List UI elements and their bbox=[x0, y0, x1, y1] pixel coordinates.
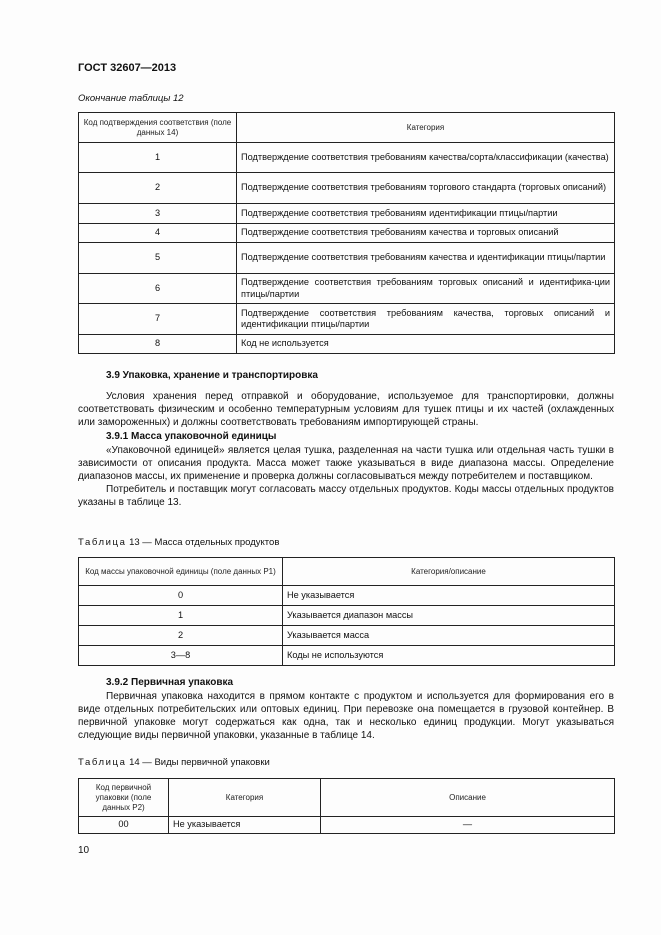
table12-header-category: Категория bbox=[237, 113, 615, 143]
table12-caption: Окончание таблицы 12 bbox=[78, 93, 184, 104]
table13-code: 1 bbox=[79, 606, 283, 626]
table13-header-category: Категория/описание bbox=[283, 558, 615, 586]
table-row bbox=[79, 304, 615, 335]
table14-header-description: Описание bbox=[321, 779, 615, 817]
table12-code: 7 bbox=[79, 304, 237, 335]
section-3-9-1-title: 3.9.1 Масса упаковочной единицы bbox=[106, 431, 277, 442]
table12-text: Подтверждение соответствия требованиям качества и идентификации птицы/партии bbox=[237, 243, 615, 274]
table14-description: — bbox=[321, 817, 615, 834]
table12-text: Подтверждение соответствия требованиям качества/сорта/классификации (качества) bbox=[237, 143, 615, 173]
table14-header-code: Код первичной упаковки (поле данных Р2) bbox=[79, 779, 169, 817]
table12-text: Подтверждение соответствия требованиям качества, торговых описаний и идентификации птицы/партии bbox=[237, 304, 615, 335]
table-row bbox=[79, 143, 615, 173]
table-row bbox=[79, 586, 615, 606]
paragraph: Потребитель и поставщик могут согласовать массу отдельных продуктов. Коды массы отдельных продуктов указаны в таблице 13. bbox=[78, 484, 614, 508]
table12-code: 6 bbox=[79, 274, 237, 304]
table14-caption bbox=[78, 757, 270, 768]
table13-header-code: Код массы упаковочной единицы (поле данных Р1) bbox=[79, 558, 283, 586]
table12-code: 8 bbox=[79, 335, 237, 354]
table12-code: 3 bbox=[79, 204, 237, 224]
table12-text: Подтверждение соответствия требованиям качества и торговых описаний bbox=[237, 224, 615, 243]
table13-caption bbox=[78, 537, 279, 548]
table13-text: Указывается масса bbox=[283, 626, 615, 646]
section-3-9-2-body bbox=[78, 690, 614, 742]
table12-code: 2 bbox=[79, 173, 237, 204]
table14-caption-word: Таблица bbox=[78, 757, 127, 768]
standard-header: ГОСТ 32607—2013 bbox=[78, 62, 177, 74]
table13-code: 2 bbox=[79, 626, 283, 646]
table-row bbox=[79, 817, 615, 834]
table12-code: 1 bbox=[79, 143, 237, 173]
table-row bbox=[79, 173, 615, 204]
page-number: 10 bbox=[78, 845, 90, 856]
table12-code: 4 bbox=[79, 224, 237, 243]
table-row bbox=[79, 335, 615, 354]
table14-code: 00 bbox=[79, 817, 169, 834]
paragraph: Условия хранения перед отправкой и оборудование, используемое для транспортировки, должны соответствовать физическим и особенно температурным условиям для тушек птицы и их частей (охлажденных или замороженных) и должны соответствовать требованиям импортирующей страны. bbox=[78, 391, 614, 428]
table12-text: Подтверждение соответствия требованиям идентификации птицы/партии bbox=[237, 204, 615, 224]
table12-text: Код не используется bbox=[237, 335, 615, 354]
paragraph: «Упаковочной единицей» является целая тушка, разделенная на части тушка или отдельная часть тушки в зависимости от описания продукта. Масса может также указываться в виде диапазона массы. Определение диапазонов массы, их применение и проверка должны согласовываться между потребителем и поставщиком. bbox=[78, 445, 614, 482]
table14-caption-text: 14 — Виды первичной упаковки bbox=[129, 757, 270, 768]
table-12 bbox=[78, 112, 615, 354]
table12-text: Подтверждение соответствия требованиям торгового стандарта (торговых описаний) bbox=[237, 173, 615, 204]
table-row bbox=[79, 274, 615, 304]
table13-text: Указывается диапазон массы bbox=[283, 606, 615, 626]
table12-code: 5 bbox=[79, 243, 237, 274]
table13-text: Не указывается bbox=[283, 586, 615, 606]
table14-category: Не указывается bbox=[169, 817, 321, 834]
table-row bbox=[79, 224, 615, 243]
table14-header-category: Категория bbox=[169, 779, 321, 817]
table-13 bbox=[78, 557, 615, 666]
table12-header-code: Код подтверждения соответствия (поле данных 14) bbox=[79, 113, 237, 143]
section-3-9-2-title: 3.9.2 Первичная упаковка bbox=[106, 677, 234, 688]
table-row bbox=[79, 204, 615, 224]
section-3-9-title: 3.9 Упаковка, хранение и транспортировка bbox=[106, 370, 318, 381]
section-3-9-body bbox=[78, 390, 614, 429]
table13-text: Коды не используются bbox=[283, 646, 615, 666]
table13-code: 3—8 bbox=[79, 646, 283, 666]
table12-text: Подтверждение соответствия требованиям торговых описаний и идентифика-ции птицы/партии bbox=[237, 274, 615, 304]
section-3-9-1-body bbox=[78, 444, 614, 509]
table-row bbox=[79, 606, 615, 626]
table-row bbox=[79, 646, 615, 666]
table-row bbox=[79, 243, 615, 274]
table-row bbox=[79, 626, 615, 646]
table13-caption-word: Таблица bbox=[78, 537, 127, 548]
table13-code: 0 bbox=[79, 586, 283, 606]
paragraph: Первичная упаковка находится в прямом контакте с продуктом и используется для формирования его в виде отдельных потребительских или оптовых единиц. При перевозке она помещается в грузовой контейнер. В первичной упаковке могут содержаться как одна, так и несколько единиц продукции. Могут указываться следующие виды первичной упаковки, указанные в таблице 14. bbox=[78, 691, 614, 741]
table-14 bbox=[78, 778, 615, 834]
table13-caption-text: 13 — Масса отдельных продуктов bbox=[129, 537, 280, 548]
